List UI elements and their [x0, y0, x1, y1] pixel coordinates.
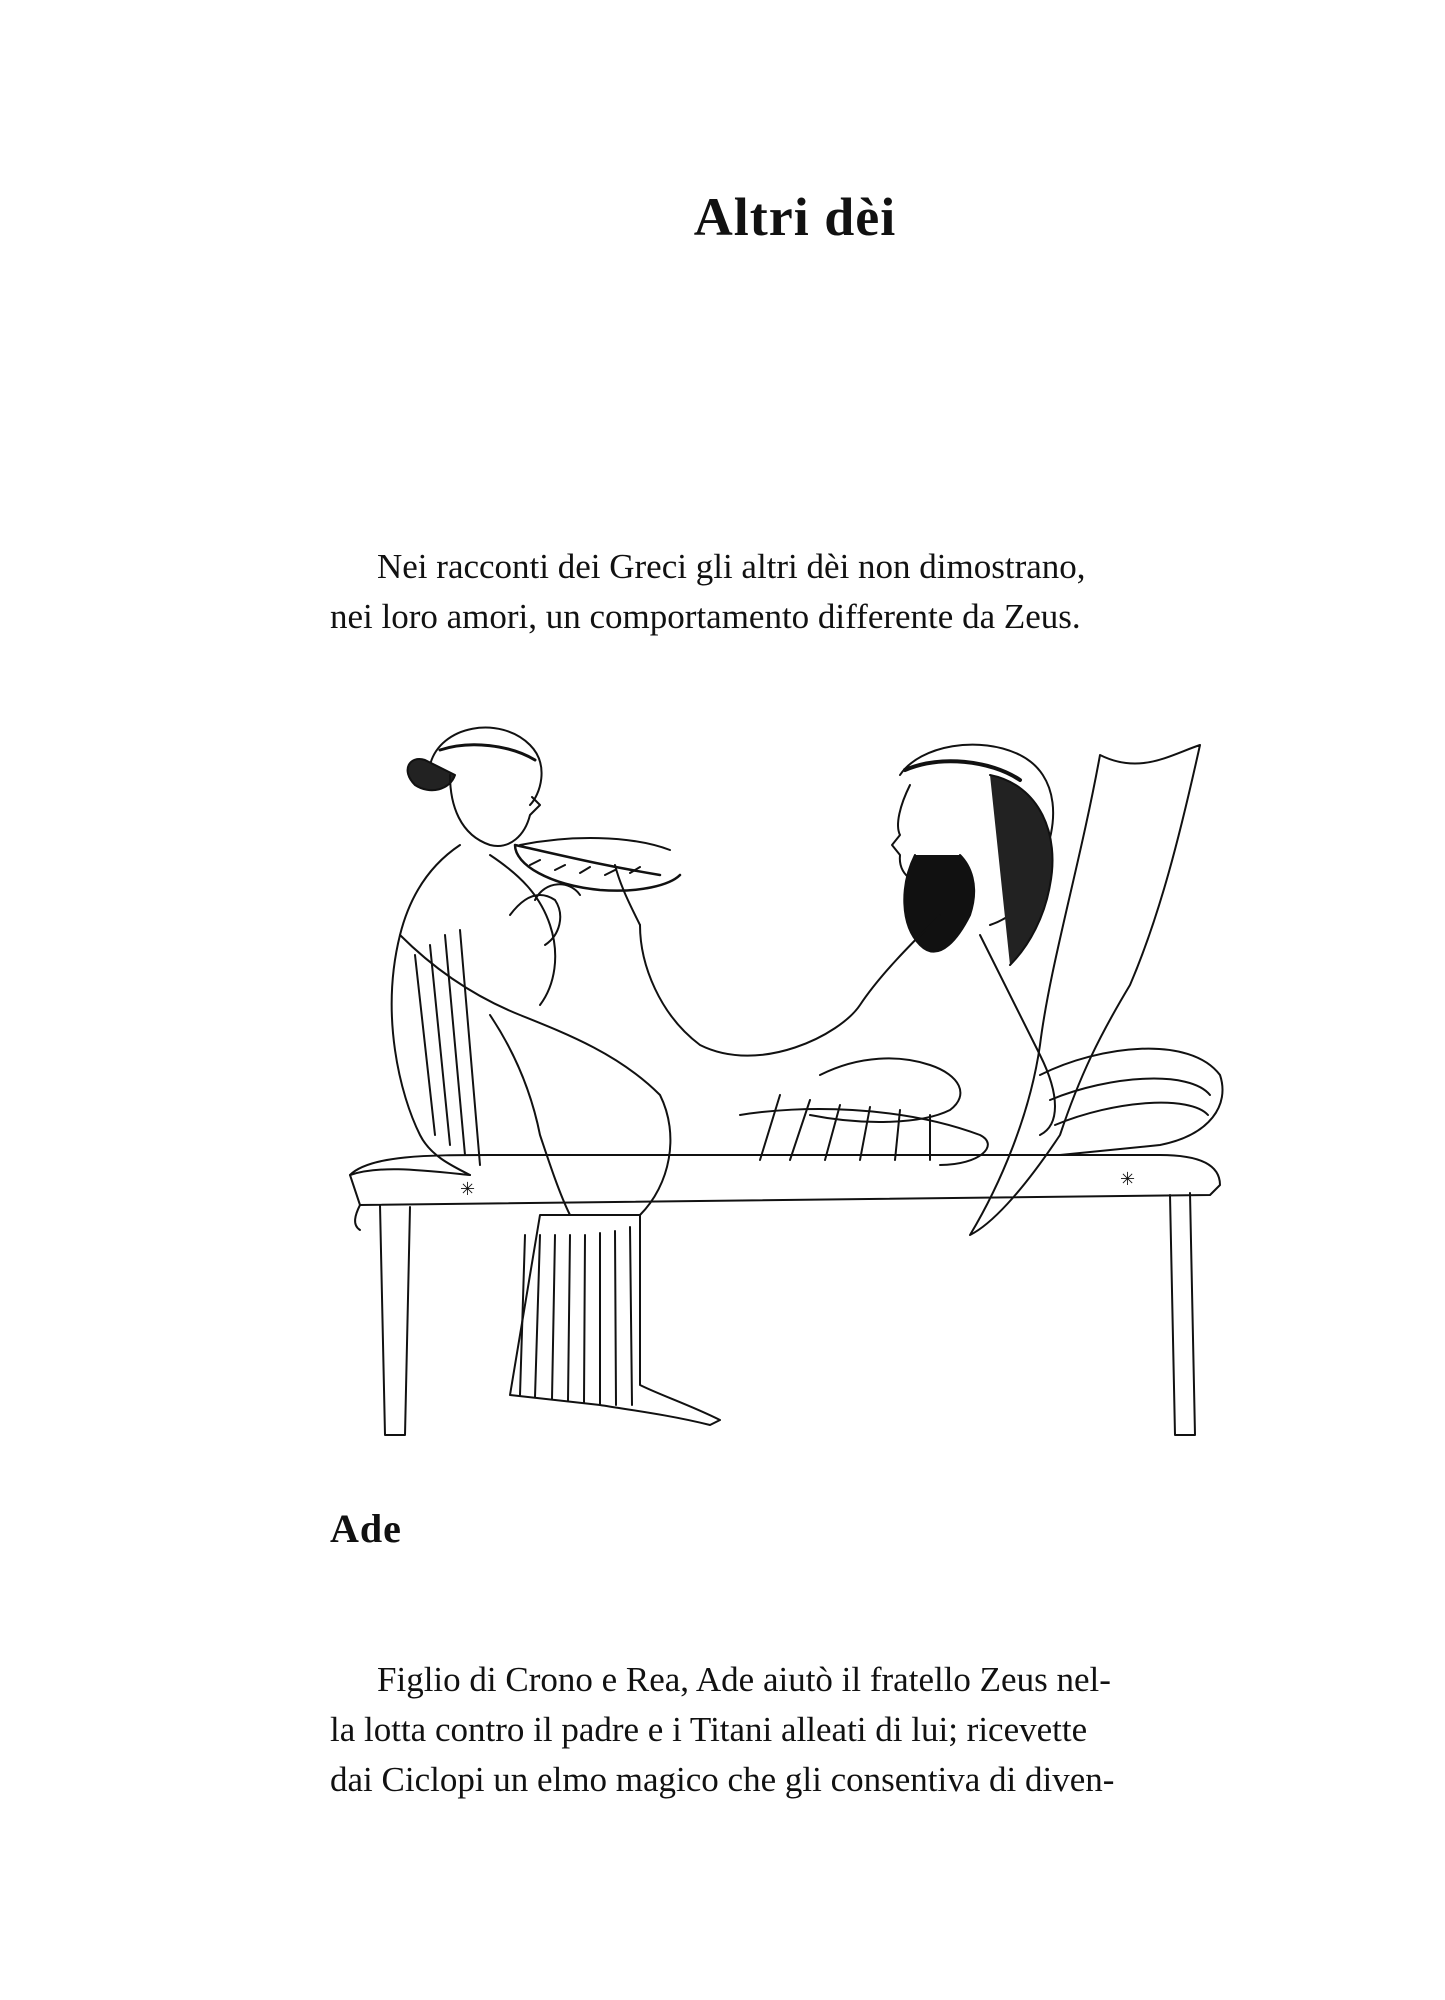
svg-text:✳: ✳	[1120, 1169, 1136, 1189]
paragraph-line: dai Ciclopi un elmo magico che gli consentiva di diven-	[330, 1760, 1115, 1799]
intro-line: Nei racconti dei Greci gli altri dèi non dimostrano,	[377, 547, 1086, 586]
paragraph-line: Figlio di Crono e Rea, Ade aiutò il fratello Zeus nel-	[377, 1660, 1111, 1699]
vase-painting-illustration	[340, 715, 1230, 1455]
svg-text:✳: ✳	[460, 1179, 476, 1199]
couch-drawing	[350, 1049, 1223, 1435]
intro-paragraph	[330, 542, 1265, 642]
paragraph-line: la lotta contro il padre e i Titani alleati di lui; ricevette	[330, 1710, 1088, 1749]
section-paragraph	[330, 1655, 1265, 1805]
seated-god-drawing	[515, 745, 1055, 1165]
seated-woman-drawing	[350, 728, 720, 1425]
page-title: Altri dèi	[693, 187, 897, 247]
intro-line: nei loro amori, un comportamento differente da Zeus.	[330, 597, 1081, 636]
section-heading: Ade	[330, 1506, 402, 1551]
